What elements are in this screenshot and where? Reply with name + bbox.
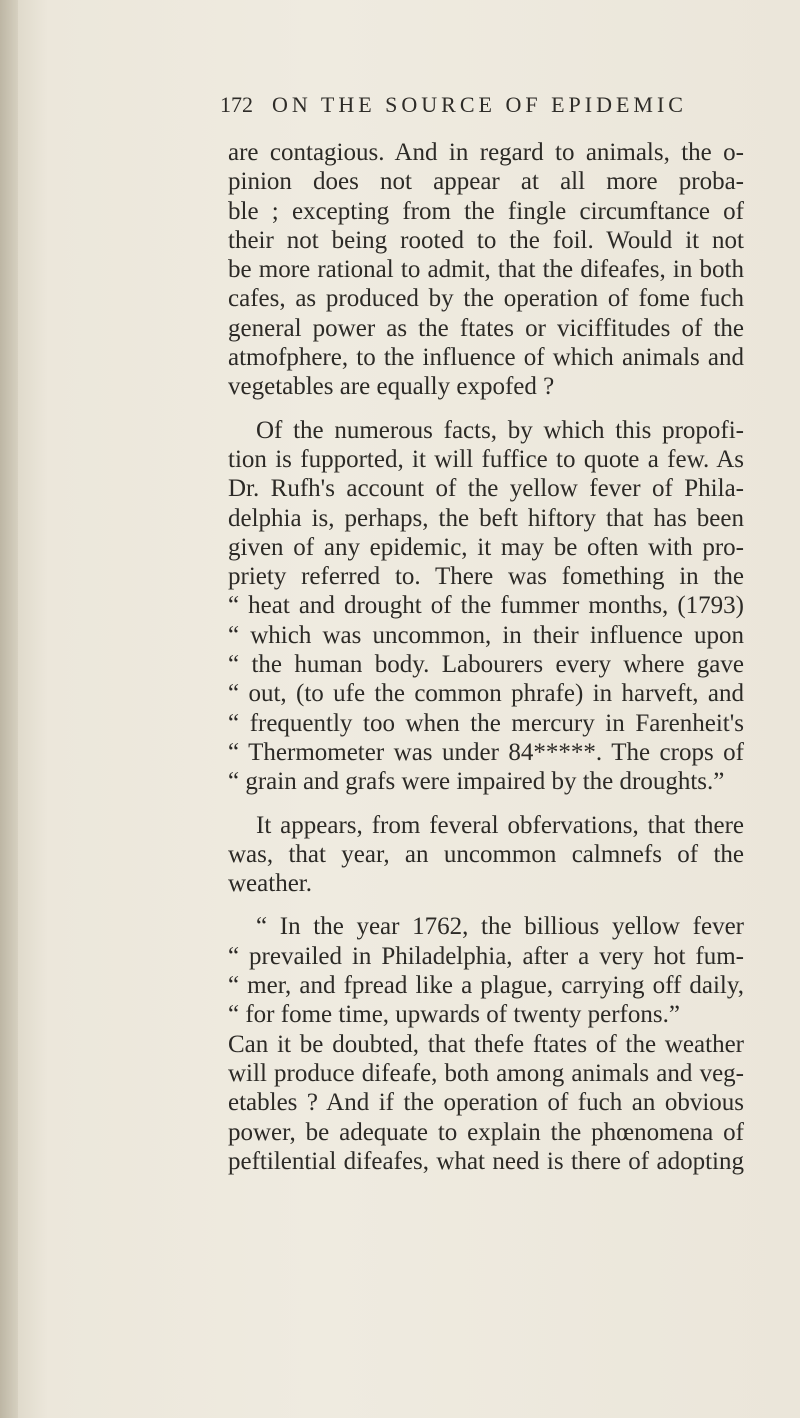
text-line: peftilential difeafes, what need is there of adopting bbox=[228, 1147, 744, 1175]
text-line: general power as the ftates or viciffitudes of the bbox=[228, 314, 744, 342]
text-line: their not being rooted to the foil. Would it not bbox=[228, 226, 744, 254]
text-line: “ prevailed in Philadelphia, after a very hot fum- bbox=[228, 942, 744, 970]
text-line: “ for fome time, upwards of twenty perfons.” bbox=[228, 1001, 680, 1029]
text-line: vegetables are equally expofed ? bbox=[228, 373, 555, 401]
text-line: atmofphere, to the influence of which animals and bbox=[228, 344, 744, 372]
text-line: power, be adequate to explain the phœnomena of bbox=[228, 1118, 744, 1146]
paragraph-2 bbox=[228, 416, 744, 797]
text-line: Can it be doubted, that thefe ftates of the weather bbox=[228, 1030, 744, 1058]
paragraph-3 bbox=[228, 811, 744, 899]
text-line: be more rational to admit, that the difeafes, in both bbox=[228, 256, 744, 284]
text-line: It appears, from feveral obfervations, that there bbox=[256, 811, 744, 839]
text-line: Of the numerous facts, by which this propofi- bbox=[256, 416, 744, 444]
text-line: “ frequently too when the mercury in Farenheit's bbox=[228, 709, 744, 737]
paragraph-4 bbox=[228, 912, 744, 1176]
text-line: “ out, (to ufe the common phrafe) in harveft, and bbox=[228, 680, 744, 708]
page-binding-edge bbox=[0, 0, 18, 1418]
text-line: Dr. Rufh's account of the yellow fever of Phila- bbox=[228, 475, 744, 503]
text-line: are contagious. And in regard to animals, the o- bbox=[228, 139, 744, 166]
running-title: ON THE SOURCE OF EPIDEMIC bbox=[272, 92, 687, 117]
text-line: “ grain and grafs were impaired by the droughts.” bbox=[228, 768, 725, 796]
text-line: delphia is, perhaps, the beft hiftory that has been bbox=[228, 504, 744, 532]
text-line: etables ? And if the operation of fuch an obvious bbox=[228, 1089, 744, 1117]
text-line: tion is fupported, it will fuffice to quote a few. As bbox=[228, 445, 744, 473]
text-line: will produce difeafe, both among animals and veg- bbox=[228, 1059, 744, 1087]
body-text bbox=[228, 138, 744, 1176]
text-line: “ Thermometer was under 84*****. The crops of bbox=[228, 738, 744, 766]
paragraph-1 bbox=[228, 138, 744, 402]
text-line: “ heat and drought of the fummer months, (1793) bbox=[228, 592, 744, 620]
text-line: given of any epidemic, it may be often with pro- bbox=[228, 533, 744, 561]
text-line: priety referred to. There was fomething in the bbox=[228, 563, 744, 591]
page-number: 172 bbox=[220, 92, 253, 117]
text-line: was, that year, an uncommon calmnefs of the bbox=[228, 840, 744, 868]
text-line: “ mer, and fpread like a plague, carrying off daily, bbox=[228, 972, 744, 1000]
text-line: weather. bbox=[228, 870, 312, 898]
text-line: “ which was uncommon, in their influence upon bbox=[228, 621, 744, 649]
text-line: cafes, as produced by the operation of fome fuch bbox=[228, 285, 744, 313]
text-line: “ the human body. Labourers every where gave bbox=[228, 651, 744, 679]
text-line: ble ; excepting from the fingle circumftance of bbox=[228, 197, 744, 225]
text-line: pinion does not appear at all more proba- bbox=[228, 168, 744, 196]
text-line: “ In the year 1762, the billious yellow fever bbox=[256, 913, 744, 941]
